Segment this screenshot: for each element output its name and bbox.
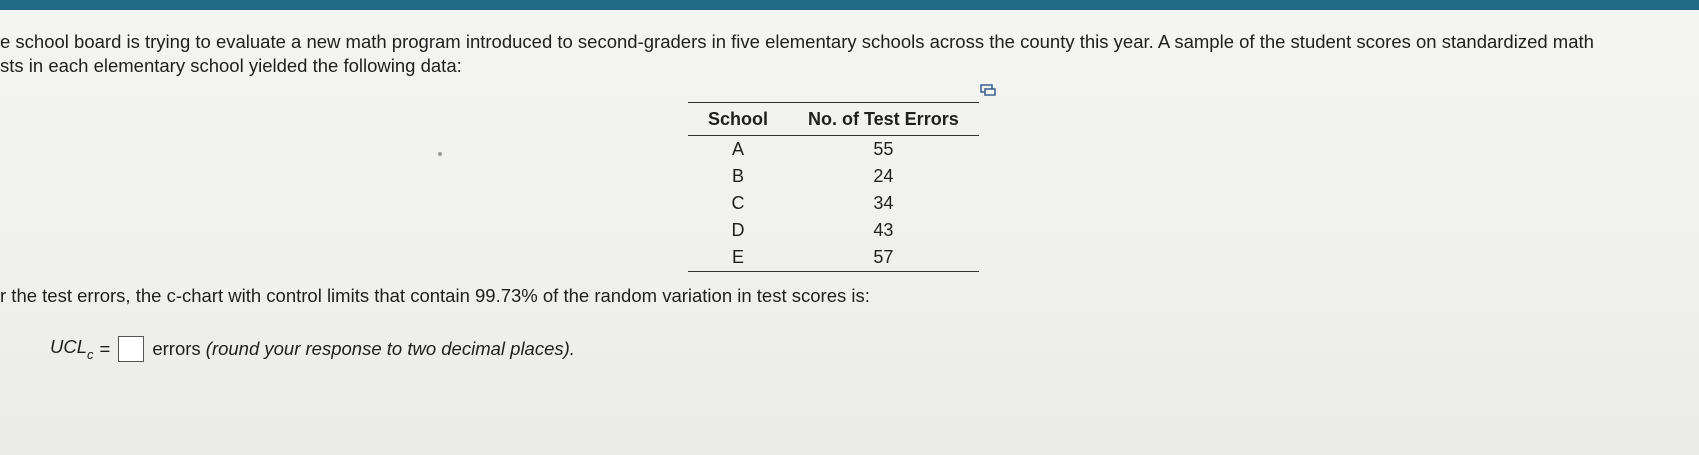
cell-errors: 57	[788, 244, 979, 272]
problem-intro	[0, 30, 1690, 78]
table-header-row	[688, 103, 979, 136]
column-header-school: School	[688, 103, 788, 136]
answer-suffix-hint: (round your response to two decimal places).	[205, 338, 575, 359]
cell-errors: 34	[873, 193, 894, 213]
cell-school: D	[731, 220, 745, 240]
table-row	[688, 136, 979, 164]
top-bar	[0, 0, 1699, 10]
cell-errors: 24	[873, 166, 894, 186]
answer-hint	[152, 338, 575, 360]
intro-line-1: e school board is trying to evaluate a new math program introduced to second-graders in five elementary schools across the county this year. A sample of the student scores on standardized math	[0, 31, 1594, 52]
answer-suffix-word: errors	[152, 338, 206, 359]
cell-errors: 43	[873, 220, 894, 240]
ucl-answer-input[interactable]	[118, 336, 144, 362]
ucl-label-text: UCL	[50, 336, 88, 357]
ucl-subscript: c	[87, 347, 94, 362]
cell-school: E	[688, 244, 788, 272]
column-header-errors: No. of Test Errors	[788, 103, 979, 136]
equals-sign: =	[99, 338, 111, 359]
cell-school: B	[732, 166, 745, 186]
cell-school: A	[732, 139, 745, 159]
table-row	[688, 217, 979, 244]
data-table	[688, 102, 979, 272]
ucl-label	[50, 336, 94, 362]
table-row	[688, 190, 979, 217]
cell-school: C	[731, 193, 745, 213]
table-row	[688, 244, 979, 272]
cell-errors: 55	[873, 139, 894, 159]
table-row	[688, 163, 979, 190]
copy-table-icon[interactable]	[980, 84, 996, 96]
answer-suffix	[152, 338, 575, 359]
answer-line	[50, 336, 575, 362]
stray-mark	[438, 152, 442, 156]
intro-line-2: sts in each elementary school yielded the following data:	[0, 55, 462, 76]
question-text: r the test errors, the c-chart with control limits that contain 99.73% of the random variation in test scores is:	[0, 285, 870, 306]
